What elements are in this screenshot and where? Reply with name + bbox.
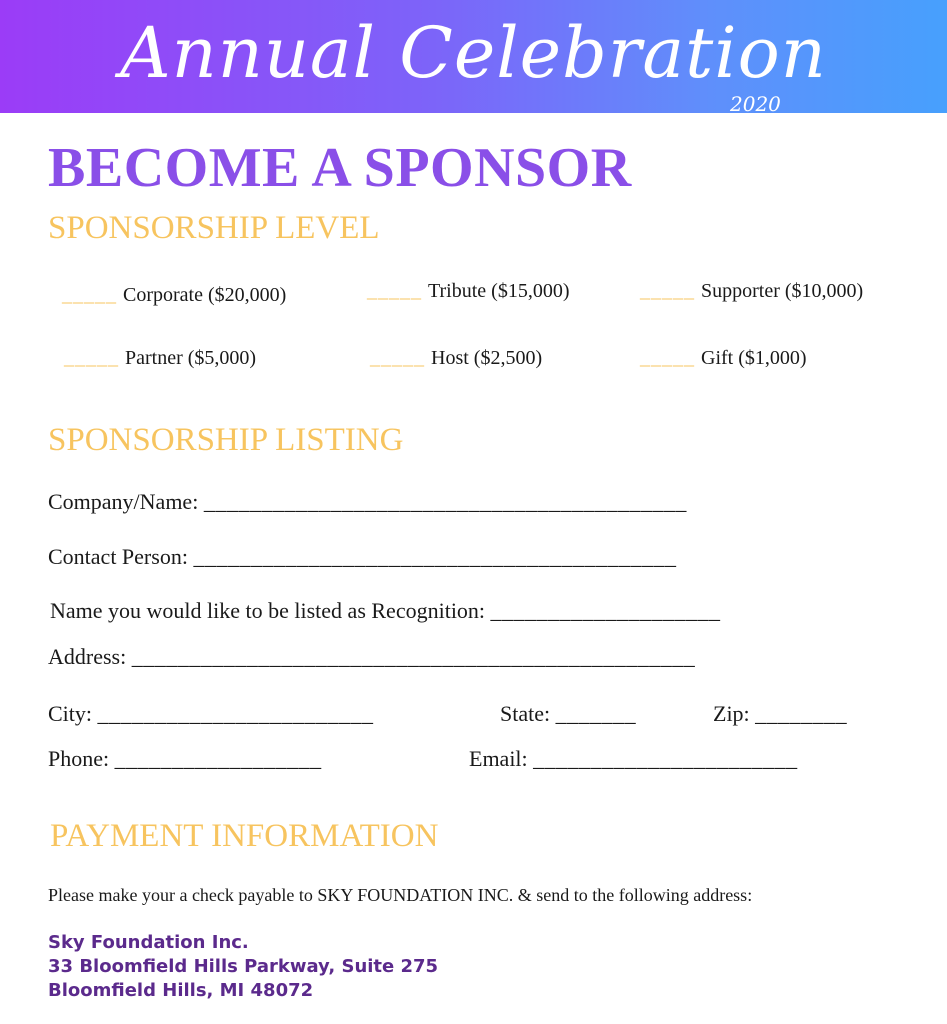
level-blank[interactable]: _____: [367, 280, 422, 302]
state-field[interactable]: _______: [555, 701, 637, 726]
level-blank[interactable]: _____: [64, 347, 119, 369]
level-blank[interactable]: _____: [640, 280, 695, 302]
contact-label: Contact Person:: [48, 544, 188, 569]
banner-year: 2020: [730, 92, 781, 113]
recognition-label: Name you would like to be listed as Recognition:: [50, 598, 486, 623]
company-row: [48, 489, 687, 515]
address-row: [48, 644, 695, 670]
zip-label: Zip:: [713, 701, 750, 726]
level-blank[interactable]: _____: [62, 284, 117, 306]
address-line-2: 33 Bloomfield Hills Parkway, Suite 275: [48, 956, 439, 977]
level-option-host[interactable]: [370, 347, 542, 370]
email-field[interactable]: _______________________: [533, 746, 798, 771]
sponsorship-listing-heading: SPONSORSHIP LISTING: [48, 422, 404, 458]
recognition-field[interactable]: ____________________: [490, 598, 721, 623]
page-title: BECOME A SPONSOR: [48, 137, 632, 199]
zip-row: [713, 701, 847, 727]
contact-row: [48, 544, 676, 570]
address-line-1: Sky Foundation Inc.: [48, 932, 249, 953]
email-row: [469, 746, 798, 772]
payment-note: Please make your a check payable to SKY FOUNDATION INC. & send to the following address:: [48, 885, 753, 905]
city-label: City:: [48, 701, 93, 726]
level-blank[interactable]: _____: [640, 347, 695, 369]
phone-label: Phone:: [48, 746, 110, 771]
level-blank[interactable]: _____: [370, 347, 425, 369]
company-field[interactable]: __________________________________________: [203, 489, 687, 514]
level-option-corporate[interactable]: [62, 284, 286, 307]
level-label: Host ($2,500): [431, 347, 543, 369]
level-label: Partner ($5,000): [125, 347, 257, 369]
payment-heading: PAYMENT INFORMATION: [50, 818, 439, 854]
phone-field[interactable]: __________________: [114, 746, 322, 771]
level-label: Corporate ($20,000): [123, 284, 287, 306]
state-row: [500, 701, 636, 727]
recognition-row: [50, 598, 721, 624]
contact-field[interactable]: __________________________________________: [193, 544, 677, 569]
level-label: Tribute ($15,000): [428, 280, 570, 302]
address-label: Address:: [48, 644, 127, 669]
phone-row: [48, 746, 322, 772]
sponsorship-level-heading: SPONSORSHIP LEVEL: [48, 210, 380, 246]
city-field[interactable]: ________________________: [97, 701, 374, 726]
state-label: State:: [500, 701, 551, 726]
level-option-partner[interactable]: [64, 347, 256, 370]
company-label: Company/Name:: [48, 489, 199, 514]
zip-field[interactable]: ________: [755, 701, 848, 726]
level-label: Gift ($1,000): [701, 347, 807, 369]
address-line-3: Bloomfield Hills, MI 48072: [48, 980, 314, 1001]
email-label: Email:: [469, 746, 528, 771]
level-option-supporter[interactable]: [640, 280, 863, 303]
level-option-tribute[interactable]: [367, 280, 569, 303]
city-row: [48, 701, 374, 727]
banner-title: Annual Celebration: [120, 12, 827, 94]
level-label: Supporter ($10,000): [701, 280, 864, 302]
header-banner: [0, 0, 947, 113]
level-option-gift[interactable]: [640, 347, 807, 370]
address-field[interactable]: _________________________________________________: [131, 644, 696, 669]
